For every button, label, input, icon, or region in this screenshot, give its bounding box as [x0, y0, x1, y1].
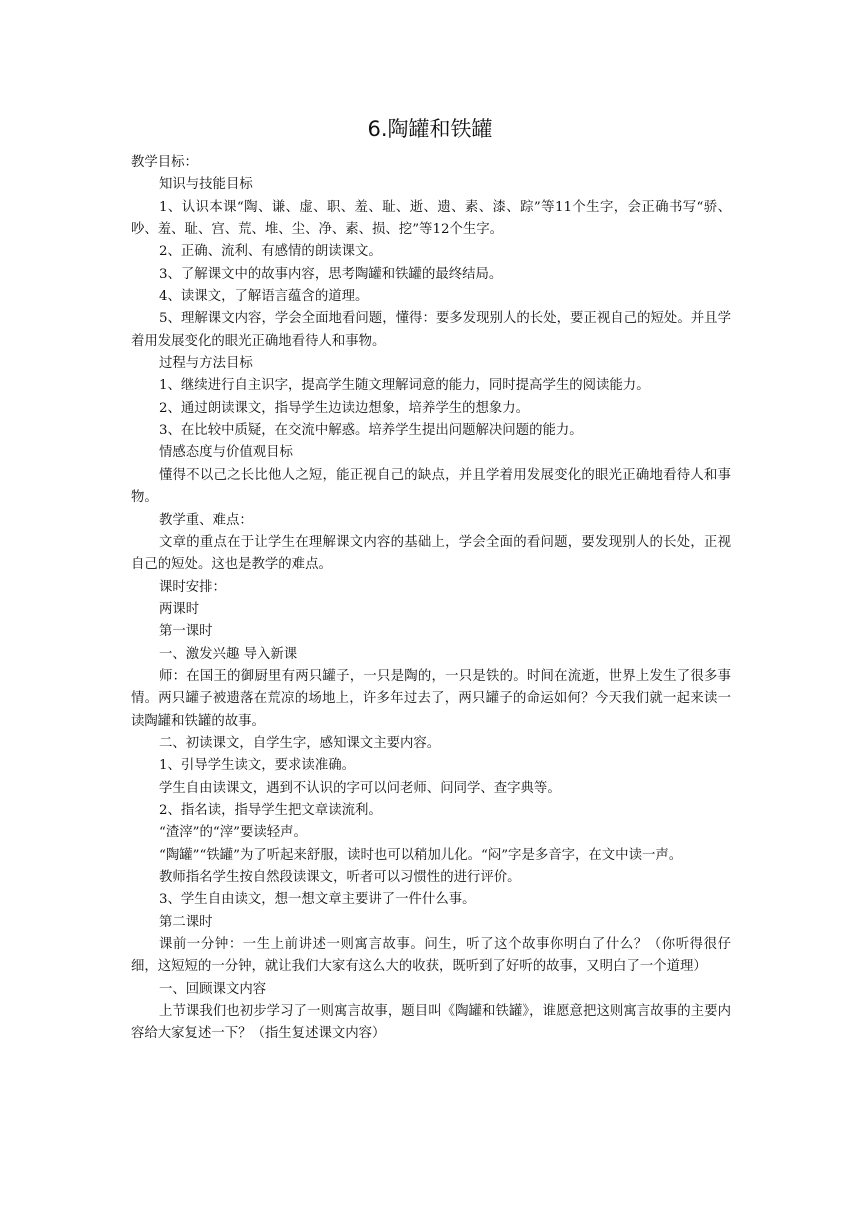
paragraph: 1、继续进行自主识字，提高学生随文理解词意的能力，同时提高学生的阅读能力。	[159, 378, 650, 394]
paragraph: 1、认识本课“陶、谦、虚、职、羞、耻、逝、遗、素、漆、踪”等11个生字，会正确书写“骄、吵、羞、耻、宫、荒、堆、尘、净、素、损、挖”等12个生字。	[131, 199, 731, 238]
paragraph: 学生自由读课文，遇到不认识的字可以问老师、问同学、查字典等。	[159, 780, 561, 796]
paragraph: 课前一分钟：一生上前讲述一则寓言故事。问生，听了这个故事你明白了什么？（你听得很仔细，这短短的一分钟，就让我们大家有这么大的收获，既听到了好听的故事，又明白了一个道理）	[131, 937, 731, 975]
paragraph: 情感态度与价值观目标	[159, 445, 293, 461]
paragraph: 一、激发兴趣 导入新课	[159, 646, 298, 662]
paragraph: 2、正确、流利、有感情的朗读课文。	[159, 244, 382, 260]
paragraph: 师：在国王的御厨里有两只罐子，一只是陶的，一只是铁的。时间在流逝，世界上发生了很多事情。两只罐子被遗落在荒凉的场地上，许多年过去了，两只罐子的命运如何？今天我们就一起来读一读陶罐和铁罐的故事。	[131, 668, 731, 729]
paragraph: 5、理解课文内容，学会全面地看问题，懂得：要多发现别人的长处，要正视自己的短处。并且学着用发展变化的眼光正确地看待人和事物。	[131, 311, 731, 349]
paragraph: 4、读课文，了解语言蕴含的道理。	[159, 289, 369, 305]
paragraph: “陶罐”“铁罐”为了听起来舒服，读时也可以稍加儿化。“闷”字是多音字，在文中读一声。	[159, 847, 683, 863]
paragraph: 一、回顾课文内容	[159, 981, 267, 997]
paragraph: 懂得不以己之长比他人之短，能正视自己的缺点，并且学着用发展变化的眼光正确地看待人和事物。	[131, 467, 731, 506]
paragraph: 教学目标：	[131, 155, 198, 170]
paragraph: 二、初读课文，自学生字，感知课文主要内容。	[159, 735, 441, 751]
paragraph: 两课时	[159, 601, 200, 617]
paragraph: 知识与技能目标	[159, 177, 253, 193]
paragraph: 教师指名学生按自然段读课文，听者可以习惯性的进行评价。	[159, 870, 521, 885]
paragraph: 2、通过朗读课文，指导学生边读边想象，培养学生的想象力。	[159, 400, 530, 416]
paragraph: 3、在比较中质疑，在交流中解惑。培养学生提出问题解决问题的能力。	[159, 423, 583, 439]
paragraph: 教学重、难点：	[159, 512, 253, 528]
paragraph: 第二课时	[159, 914, 213, 930]
paragraph: 1、引导学生读文，要求读准确。	[159, 758, 355, 774]
paragraph: “渣滓”的“滓”要读轻声。	[159, 825, 307, 841]
paragraph: 3、学生自由读文，想一想文章主要讲了一件什么事。	[159, 892, 476, 908]
paragraph: 3、了解课文中的故事内容，思考陶罐和铁罐的最终结局。	[159, 266, 503, 282]
document-title: 6.陶罐和铁罐	[367, 117, 493, 141]
paragraph: 2、指名读，指导学生把文章读流利。	[159, 802, 382, 818]
paragraph: 过程与方法目标	[159, 356, 253, 372]
paragraph: 上节课我们也初步学习了一则寓言故事，题目叫《陶罐和铁罐》，谁愿意把这则寓言故事的主要内容给大家复述一下？（指生复述课文内容）	[131, 1004, 731, 1042]
paragraph: 课时安排：	[159, 579, 226, 595]
paragraph: 文章的重点在于让学生在理解课文内容的基础上，学会全面的看问题，要发现别人的长处，正视自己的短处。这也是教学的难点。	[131, 534, 731, 573]
document-body	[131, 152, 731, 1046]
paragraph: 第一课时	[159, 624, 213, 640]
